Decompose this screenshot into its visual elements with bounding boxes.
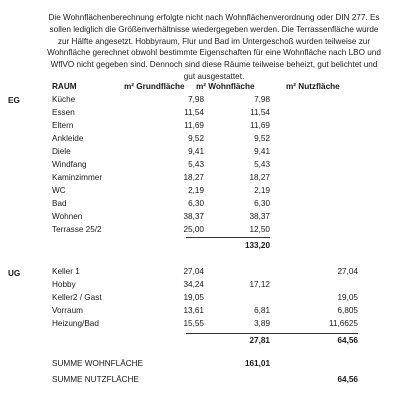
cell-wohnflaeche: 12,50	[249, 225, 270, 234]
header-wohnflaeche: m² Wohnfläche	[196, 82, 255, 91]
total-nutzflaeche-label: SUMME NUTZFLÄCHE	[52, 375, 139, 384]
cell-wohnflaeche: 11,54	[250, 108, 270, 117]
cell-wohnflaeche: 6,81	[254, 306, 270, 315]
cell-raum: Eltern	[52, 121, 74, 130]
cell-wohnflaeche: 3,89	[254, 319, 270, 328]
cell-raum: WC	[52, 186, 66, 195]
cell-grundflaeche: 5,43	[188, 160, 204, 169]
header-nutzflaeche: m² Nutzfläche	[286, 82, 340, 91]
cell-nutzflaeche: 27,04	[337, 267, 358, 276]
cell-wohnflaeche: 2,19	[254, 186, 270, 195]
cell-raum: Essen	[52, 108, 75, 117]
total-nutzflaeche-value: 64,56	[337, 375, 358, 384]
cell-wohnflaeche: 11,69	[250, 121, 270, 130]
total-wohnflaeche-value: 161,01	[244, 359, 270, 368]
cell-grundflaeche: 34,24	[183, 280, 204, 289]
eg-sum-wohnflaeche: 133,20	[244, 241, 270, 250]
cell-wohnflaeche: 9,41	[254, 147, 270, 156]
cell-raum: Ankleide	[52, 134, 84, 143]
cell-raum: Vorraum	[52, 306, 83, 315]
cell-grundflaeche: 13,61	[183, 306, 204, 315]
eg-sum-divider	[186, 237, 270, 238]
cell-grundflaeche: 2,19	[188, 186, 204, 195]
cell-raum: Kaminzimmer	[52, 173, 103, 182]
cell-nutzflaeche: 6,805	[337, 306, 358, 315]
cell-raum: Hobby	[52, 280, 76, 289]
cell-wohnflaeche: 7,98	[254, 95, 270, 104]
cell-wohnflaeche: 17,12	[249, 280, 270, 289]
cell-grundflaeche: 19,05	[183, 293, 204, 302]
ug-section-label: UG	[8, 269, 21, 278]
cell-grundflaeche: 27,04	[183, 267, 204, 276]
cell-raum: Diele	[52, 147, 71, 156]
cell-raum: Heizung/Bad	[52, 319, 99, 328]
cell-grundflaeche: 38,37	[183, 212, 204, 221]
cell-grundflaeche: 7,98	[188, 95, 204, 104]
eg-section-label: EG	[8, 96, 20, 105]
ug-sum-wohnflaeche: 27,81	[249, 336, 270, 345]
cell-nutzflaeche: 19,05	[337, 293, 358, 302]
cell-wohnflaeche: 9,52	[254, 134, 270, 143]
cell-raum: Keller 1	[52, 267, 80, 276]
cell-grundflaeche: 9,41	[188, 147, 204, 156]
cell-raum: Terrasse 25/2	[52, 225, 102, 234]
cell-wohnflaeche: 18,27	[249, 173, 270, 182]
cell-wohnflaeche: 5,43	[254, 160, 270, 169]
cell-wohnflaeche: 6,30	[254, 199, 270, 208]
cell-grundflaeche: 15,55	[183, 319, 204, 328]
cell-grundflaeche: 9,52	[188, 134, 204, 143]
cell-grundflaeche: 11,69	[184, 121, 204, 130]
cell-raum: Wohnen	[52, 212, 83, 221]
cell-raum: Windfang	[52, 160, 87, 169]
cell-raum: Küche	[52, 95, 76, 104]
cell-grundflaeche: 18,27	[183, 173, 204, 182]
cell-raum: Keller2 / Gast	[52, 293, 102, 302]
header-grundflaeche: m² Grundfläche	[124, 82, 185, 91]
header-raum: RAUM	[52, 82, 77, 91]
cell-grundflaeche: 11,54	[184, 108, 204, 117]
cell-grundflaeche: 6,30	[188, 199, 204, 208]
ug-sum-divider	[186, 333, 358, 334]
cell-nutzflaeche: 11,6625	[329, 319, 358, 328]
intro-paragraph: Die Wohnflächenberechnung erfolgte nicht nach Wohnflächenverordnung oder DIN 277. Es sollen lediglich die Größenverhältnisse wiedergegeben werden. Die Terrassenfläche wurde zur Hälfte angesetzt. Hobbyraum, Flur und Bad im Untergeschoß wurden teilweise zur Wohnfläche gerechnet obwohl bestimmte Eigenschaften für eine Wohnfläche nach LBO und WflVO nicht gegeben sind. Dennoch sind diese Räume teilweise beheizt, gut belichtet und gut ausgestattet.	[47, 13, 381, 81]
ug-sum-nutzflaeche: 64,56	[337, 336, 358, 345]
cell-raum: Bad	[52, 199, 67, 208]
cell-wohnflaeche: 38,37	[249, 212, 270, 221]
total-wohnflaeche-label: SUMME WOHNFLÄCHE	[52, 359, 143, 368]
cell-grundflaeche: 25,00	[183, 225, 204, 234]
